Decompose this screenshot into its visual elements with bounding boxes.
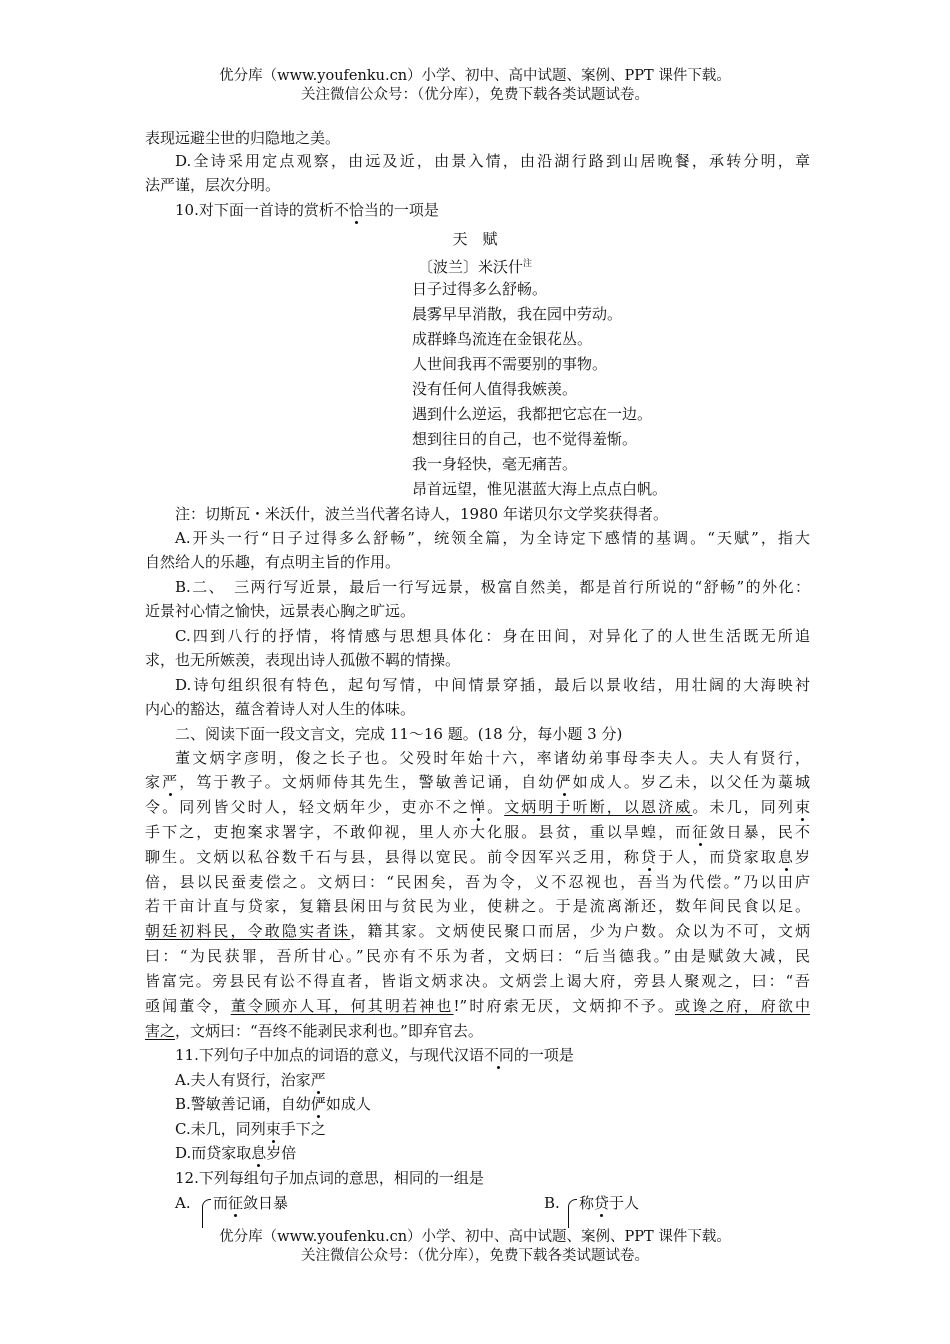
footer-line-2: 关注微信公众号：（优分库），免费下载各类试题试卷。 bbox=[301, 1248, 649, 1264]
passage-line: 倍，县以民蚕麦偿之。文炳曰：“民困矣，吾为令，义不忍视也，吾当为代偿。”乃以田庐 bbox=[145, 873, 810, 891]
q12-option-emphasis: 征 bbox=[228, 1194, 244, 1212]
q10-stem bbox=[175, 200, 810, 220]
passage-emphasis: 贷 bbox=[641, 848, 659, 866]
q11-option-text: 岁倍 bbox=[266, 1144, 297, 1162]
q11-stem-emphasis: 不同 bbox=[483, 1046, 514, 1064]
passage-line bbox=[145, 797, 810, 817]
q11-option-text: D.而贷家取 bbox=[175, 1144, 252, 1162]
q10-stem-part: 的一项是 bbox=[378, 201, 439, 219]
passage-text: 令。同列皆父时人，轻文炳年少，吏亦不之 bbox=[145, 798, 470, 816]
poem-line: 人世间我再不需要别的事物。 bbox=[412, 355, 608, 373]
q10-option-c-line-2: 求，也无所嫉羡，表现出诗人孤傲不羁的情操。 bbox=[145, 651, 461, 669]
q11-stem-part: 11.下列句子中加点的词语的意义，与现代汉语 bbox=[175, 1046, 484, 1064]
poem-line: 日子过得多么舒畅。 bbox=[412, 280, 548, 298]
poem-author-name: 〔波兰〕米沃什 bbox=[417, 258, 523, 276]
passage-text: 。 bbox=[487, 798, 505, 816]
passage-underlined: 害之 bbox=[145, 1022, 176, 1040]
passage-underlined: 文炳明于听断，以恩济威 bbox=[504, 798, 693, 816]
passage-emphasis: 束 bbox=[794, 798, 810, 816]
passage-line bbox=[145, 1021, 810, 1041]
q11-stem-part: 的一项是 bbox=[513, 1046, 574, 1064]
passage-text: ，文炳曰：“吾终不能剥民求利也。”即弃官去。 bbox=[175, 1022, 483, 1040]
passage-line bbox=[145, 996, 810, 1016]
q9-continued-text: 表现远避尘世的归隐地之美。 bbox=[145, 129, 341, 147]
passage-emphasis: 惮 bbox=[469, 798, 488, 816]
passage-emphasis: 严 bbox=[162, 773, 180, 791]
q12-option-text: 称 bbox=[579, 1194, 595, 1212]
passage-text: 如成人。岁乙未，以父任为藁城 bbox=[572, 773, 810, 791]
q10-option-a-line-1: A.开头一行“日子过得多么舒畅”，统领全篇，为全诗定下感情的基调。“天赋”，指大 bbox=[175, 529, 810, 547]
passage-text: !”时府索无厌，文炳抑不予。 bbox=[453, 997, 676, 1015]
poem-line: 没有任何人值得我嫉羡。 bbox=[412, 380, 578, 398]
passage-text: ，籍其家。文炳使民聚口而居，少为户数。众以为不可，文炳 bbox=[350, 922, 810, 940]
poem-line: 想到往日的自己，也不觉得羞惭。 bbox=[412, 430, 638, 448]
footer-line-1: 优分库（www.youfenku.cn）小学、初中、高中试题、案例、PPT 课件下载。 bbox=[0, 1228, 950, 1246]
passage-text: 敛日暴，民不 bbox=[709, 823, 810, 841]
passage-line bbox=[145, 772, 810, 792]
passage-text: 亟闻董令， bbox=[145, 997, 231, 1015]
q12-stem: 12.下列每组句子加点词的意思，相同的一组是 bbox=[175, 1169, 484, 1187]
q10-option-c-line-1: C.四到八行的抒情，将情感与思想具体化：身在田间，对异化了的人世生活既无所追 bbox=[175, 627, 810, 645]
passage-text: 手下之，吏抱案求署字，不敢仰视，里人亦大化服。县贫，重以旱蝗，而 bbox=[145, 823, 693, 841]
q11-option-text: 如成人 bbox=[325, 1095, 371, 1113]
passage-line: 曰：“为民获罪，吾所甘心。”民亦有不乐为者，文炳曰：“后当德我。”由是赋敛大减，民 bbox=[145, 947, 810, 965]
poem-line: 晨雾早早消散，我在园中劳动。 bbox=[412, 305, 623, 323]
q11-option-emphasis: 息 bbox=[251, 1144, 267, 1162]
q12-option-emphasis: 贷 bbox=[594, 1194, 610, 1212]
q11-option-text: 手下之 bbox=[280, 1120, 326, 1138]
q11-option-c bbox=[175, 1119, 810, 1139]
passage-emphasis: 俨 bbox=[555, 773, 573, 791]
q12-option-text: 于人 bbox=[609, 1194, 640, 1212]
q12-option-a-label: A. bbox=[175, 1194, 191, 1212]
q9-option-d-line-2: 法严谨，层次分明。 bbox=[145, 176, 281, 194]
header-line-1: 优分库（www.youfenku.cn）小学、初中、高中试题、案例、PPT 课件下载。 bbox=[219, 68, 731, 84]
q12-option-a-line-1 bbox=[213, 1193, 413, 1213]
q10-option-b-line-1: B.二、 三两行写近景，最后一行写远景，极富自然美，都是首行所说的“舒畅”的外化： bbox=[175, 578, 810, 596]
passage-text: 聊生。文炳以私谷数千石与县，县得以宽民。前令因军兴乏用，称 bbox=[145, 848, 641, 866]
section-2-heading: 二、阅读下面一段文言文，完成 11～16 题。(18 分，每小题 3 分) bbox=[175, 725, 623, 743]
poem-line: 遇到什么逆运，我都把它忘在一边。 bbox=[412, 405, 653, 423]
passage-line bbox=[145, 822, 810, 842]
q11-option-emphasis: 束 bbox=[265, 1120, 281, 1138]
poem-author bbox=[0, 254, 950, 277]
passage-line bbox=[145, 921, 810, 941]
q12-option-b-line-1 bbox=[579, 1193, 779, 1213]
passage-line bbox=[145, 847, 810, 867]
q10-option-d-line-1: D.诗句组织很有特色，起句写情，中间情景穿插，最后以景收结，用壮阔的大海映衬 bbox=[175, 676, 810, 694]
q10-option-b-line-2: 近景衬心情之愉快，远景表心胸之旷远。 bbox=[145, 602, 416, 620]
poem-title: 天 赋 bbox=[452, 230, 498, 248]
poem-footnote: 注：切斯瓦・米沃什，波兰当代著名诗人，1980 年诺贝尔文学奖获得者。 bbox=[175, 505, 668, 523]
passage-emphasis: 息 bbox=[777, 848, 795, 866]
poem-line: 昂首远望，惟见湛蓝大海上点点白帆。 bbox=[412, 480, 668, 498]
q9-option-d-line-1: D.全诗采用定点观察，由远及近，由景入情，由沿湖行路到山居晚餐，承转分明，章 bbox=[175, 152, 810, 170]
q10-stem-part: 10.对下面一首诗的赏析 bbox=[175, 201, 334, 219]
poem-note-mark: 注 bbox=[523, 259, 533, 269]
passage-text: ，笃于教子。文炳师侍其先生，警敏善记诵，自幼 bbox=[179, 773, 556, 791]
q11-option-text: B.警敏善记诵，自幼 bbox=[175, 1095, 311, 1113]
passage-underlined: 或谗之府，府欲中 bbox=[675, 997, 810, 1015]
passage-underlined: 董令顾亦人耳，何其明若神也 bbox=[230, 997, 454, 1015]
q11-option-text: C.未几，同列 bbox=[175, 1120, 266, 1138]
passage-line: 若干亩计直与贷家，复籍县闲田与贫民为业，使耕之。于是流离渐还，数年间民食以足。 bbox=[145, 897, 810, 915]
q11-option-emphasis: 俨 bbox=[310, 1095, 326, 1113]
q11-stem bbox=[175, 1045, 810, 1065]
q11-option-text: A.夫人有贤行，治家 bbox=[175, 1071, 311, 1089]
header-line-2: 关注微信公众号：（优分库），免费下载各类试题试卷。 bbox=[301, 87, 649, 103]
q11-option-d bbox=[175, 1143, 810, 1163]
passage-line: 董文炳字彦明，俊之长子也。父殁时年始十六，率诸幼弟事母李夫人。夫人有贤行， bbox=[175, 749, 810, 767]
passage-underlined: 朝廷初料民，令敢隐实者诛 bbox=[145, 922, 351, 940]
passage-text: 。未几，同列 bbox=[692, 798, 795, 816]
q11-option-a bbox=[175, 1070, 810, 1090]
q11-option-emphasis: 严 bbox=[310, 1071, 326, 1089]
poem-line: 我一身轻快，毫无痛苦。 bbox=[412, 455, 578, 473]
poem-line: 成群蜂鸟流连在金银花丛。 bbox=[412, 330, 593, 348]
passage-emphasis: 征 bbox=[692, 823, 710, 841]
q12-option-text: 而 bbox=[213, 1194, 229, 1212]
passage-text: 岁 bbox=[794, 848, 810, 866]
passage-text: 于人，而贷家取 bbox=[658, 848, 778, 866]
q10-stem-emphasis: 不恰当 bbox=[333, 201, 379, 219]
q10-option-d-line-2: 内心的豁达，蕴含着诗人对人生的体味。 bbox=[145, 700, 416, 718]
passage-text: 家 bbox=[145, 773, 163, 791]
q12-option-text: 敛日暴 bbox=[243, 1194, 289, 1212]
q11-option-b bbox=[175, 1094, 810, 1114]
passage-line: 皆富完。旁县民有讼不得直者，皆诣文炳求决。文炳尝上谒大府，旁县人聚观之，曰：“吾 bbox=[145, 972, 810, 990]
q10-option-a-line-2: 自然给人的乐趣，有点明主旨的作用。 bbox=[145, 553, 401, 571]
q12-option-b-label: B. bbox=[544, 1194, 560, 1212]
